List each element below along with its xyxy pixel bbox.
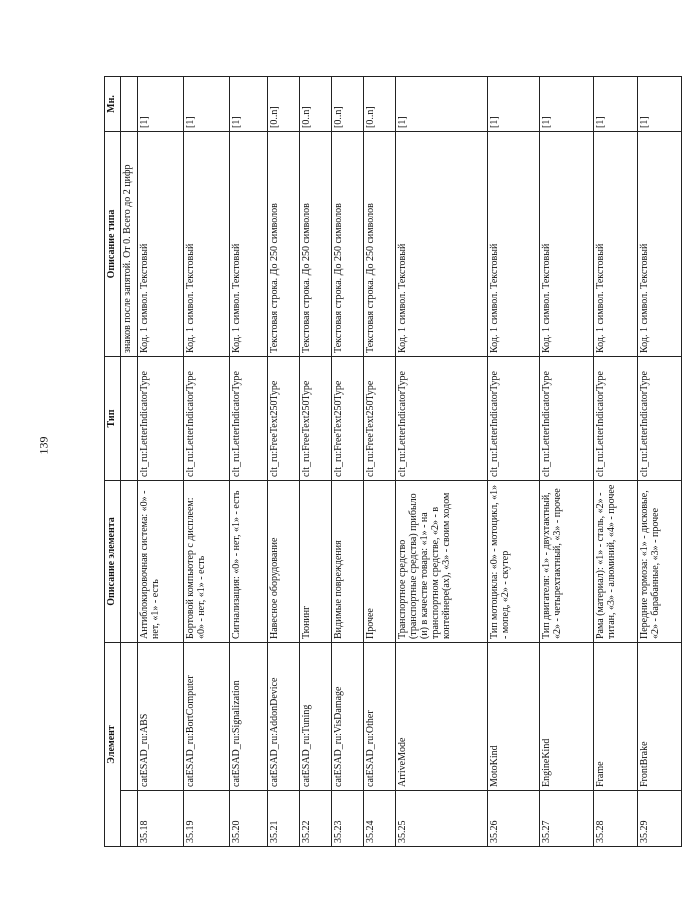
row-number: 35.24 [364, 791, 396, 847]
row-number: 35.22 [300, 791, 332, 847]
header-type-description: Описание типа [105, 132, 121, 357]
row-number: 35.27 [540, 791, 594, 847]
element-type: clt_ru:LetterIndicatorType [396, 357, 488, 481]
element-description: Бортовой компьютер с дисплеем: «0» - нет, «1» - есть [184, 481, 230, 643]
row-number: 35.26 [488, 791, 540, 847]
row-number: 35.23 [332, 791, 364, 847]
element-type: clt_ru:FreeText250Type [300, 357, 332, 481]
page-number: 139 [36, 436, 51, 455]
table-row [638, 77, 682, 847]
element-name: EngineKind [540, 643, 594, 791]
type-description: Код. 1 символ. Текстовый [594, 132, 638, 357]
element-type: clt_ru:LetterIndicatorType [488, 357, 540, 481]
row-number: 35.25 [396, 791, 488, 847]
continuation-row [121, 77, 138, 847]
continuation-element [121, 643, 138, 791]
element-type: clt_ru:FreeText250Type [268, 357, 300, 481]
element-type: clt_ru:FreeText250Type [364, 357, 396, 481]
row-number: 35.21 [268, 791, 300, 847]
row-number: 35.18 [138, 791, 184, 847]
element-description: Передние тормоза: «1» - дисковые, «2» - барабанные, «3» - прочее [638, 481, 682, 643]
row-number: 35.29 [638, 791, 682, 847]
multiplicity: [1] [540, 77, 594, 132]
element-type: clt_ru:LetterIndicatorType [138, 357, 184, 481]
table-row [332, 77, 364, 847]
type-description: Текстовая строка. До 250 символов [332, 132, 364, 357]
element-description: Тип двигателя: «1» - двухтактный, «2» - четырехтактный, «3» - прочее [540, 481, 594, 643]
element-description: Антиблокировочная система: «0» - нет, «1» - есть [138, 481, 184, 643]
table-row [138, 77, 184, 847]
continuation-description [121, 481, 138, 643]
element-type: clt_ru:FreeText250Type [332, 357, 364, 481]
multiplicity: [1] [594, 77, 638, 132]
multiplicity: [0..n] [364, 77, 396, 132]
row-number: 35.20 [230, 791, 268, 847]
element-description: Прочее [364, 481, 396, 643]
table-row [594, 77, 638, 847]
type-description: Код. 1 символ. Текстовый [230, 132, 268, 357]
element-type: clt_ru:LetterIndicatorType [184, 357, 230, 481]
header-row [105, 77, 121, 847]
element-name: catESAD_ru:VisDamage [332, 643, 364, 791]
element-name: FrontBrake [638, 643, 682, 791]
element-name: catESAD_ru:ABS [138, 643, 184, 791]
multiplicity: [1] [184, 77, 230, 132]
table-row [488, 77, 540, 847]
type-description: Код. 1 символ. Текстовый [396, 132, 488, 357]
continuation-type [121, 357, 138, 481]
table-row [396, 77, 488, 847]
element-description: Тюнинг [300, 481, 332, 643]
table-row [230, 77, 268, 847]
element-name: catESAD_ru:Signalization [230, 643, 268, 791]
type-description: Текстовая строка. До 250 символов [268, 132, 300, 357]
element-description: Транспортное средство (транспортные средства) прибыло (и) в качестве товара: «1» - на транспортном средстве, «2» - в контейнере(ах), «3» - своим ходом [396, 481, 488, 643]
continuation-multiplicity [121, 77, 138, 132]
element-type: clt_ru:LetterIndicatorType [594, 357, 638, 481]
element-name: catESAD_ru:Tuning [300, 643, 332, 791]
element-description: Рама (материал): «1» - сталь, «2» - титан, «3» - алюминий, «4» - прочее [594, 481, 638, 643]
element-name: catESAD_ru:AddonDevice [268, 643, 300, 791]
element-description: Сигнализация: «0» - нет, «1» - есть [230, 481, 268, 643]
element-name: MotoKind [488, 643, 540, 791]
multiplicity: [0..n] [332, 77, 364, 132]
table-row [300, 77, 332, 847]
element-description: Видимые повреждения [332, 481, 364, 643]
multiplicity: [1] [230, 77, 268, 132]
rotated-table-container [104, 77, 661, 847]
header-multiplicity: Мн. [105, 77, 121, 132]
header-description: Описание элемента [105, 481, 121, 643]
multiplicity: [0..n] [268, 77, 300, 132]
element-description: Навесное оборудование [268, 481, 300, 643]
multiplicity: [1] [488, 77, 540, 132]
element-type: clt_ru:LetterIndicatorType [540, 357, 594, 481]
type-description: Код. 1 символ. Текстовый [638, 132, 682, 357]
table-row [268, 77, 300, 847]
table-row [184, 77, 230, 847]
table-row [540, 77, 594, 847]
type-description: Текстовая строка. До 250 символов [300, 132, 332, 357]
element-name: Frame [594, 643, 638, 791]
continuation-type-description: знаков после запятой. От 0. Всего до 2 цифр [121, 132, 138, 357]
element-name: catESAD_ru:BortComputer [184, 643, 230, 791]
type-description: Код. 1 символ. Текстовый [138, 132, 184, 357]
element-description: Тип мотоцикла: «0» - мотоцикл, «1» - мопед, «2» - скутер [488, 481, 540, 643]
element-type: clt_ru:LetterIndicatorType [230, 357, 268, 481]
type-description: Код. 1 символ. Текстовый [488, 132, 540, 357]
multiplicity: [0..n] [300, 77, 332, 132]
continuation-num [121, 791, 138, 847]
row-number: 35.28 [594, 791, 638, 847]
element-name: ArriveMode [396, 643, 488, 791]
table-row [364, 77, 396, 847]
element-type: clt_ru:LetterIndicatorType [638, 357, 682, 481]
element-name: catESAD_ru:Other [364, 643, 396, 791]
header-type: Тип [105, 357, 121, 481]
type-description: Текстовая строка. До 250 символов [364, 132, 396, 357]
type-description: Код. 1 символ. Текстовый [540, 132, 594, 357]
multiplicity: [1] [138, 77, 184, 132]
multiplicity: [1] [396, 77, 488, 132]
header-element: Элемент [105, 643, 121, 847]
element-table [104, 76, 682, 847]
type-description: Код. 1 символ. Текстовый [184, 132, 230, 357]
row-number: 35.19 [184, 791, 230, 847]
multiplicity: [1] [638, 77, 682, 132]
